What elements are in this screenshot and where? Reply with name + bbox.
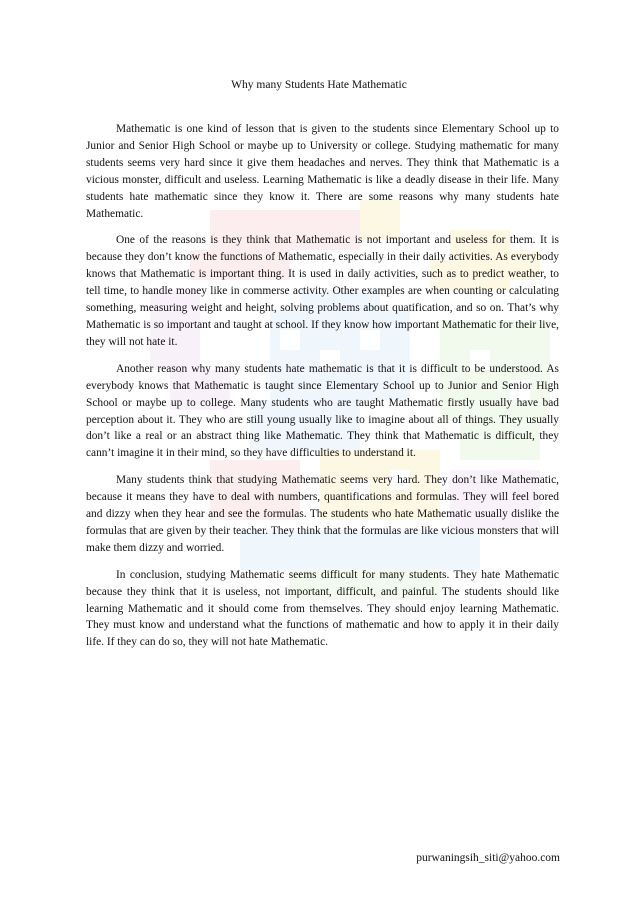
document-title: Why many Students Hate Mathematic bbox=[231, 79, 407, 91]
paragraph-4: Many students think that studying Mathematic seems very hard. They don’t like Mathematic, because it means they have to deal with numbers, quantifications and formulas. They will feel bored and dizzy when they hear and see the formulas. The students who hate Mathematic usually dislike the formulas that are given by their teacher. They think that the formulas are like vicious monsters that will make them dizzy and worried. bbox=[86, 474, 559, 554]
footer-email: purwaningsih_siti@yahoo.com bbox=[416, 852, 560, 864]
paragraph-1: Mathematic is one kind of lesson that is given to the students since Elementary School up to Junior and Senior High School or maybe up to University or college. Studying mathematic for many students seems very hard since it give them headaches and nerves. They think that Mathematic is a vicious monster, difficult and useless. Learning Mathematic is like a deadly disease in their life. Many students hate mathematic since they know it. There are some reasons why many students hate Mathematic. bbox=[86, 123, 559, 220]
paragraph-5: In conclusion, studying Mathematic seems difficult for many students. They hate Mathematic because they think that it is useless, not important, difficult, and painful. The students should like learning Mathematic and it should come from themselves. They should enjoy learning Mathematic. They must know and understand what the functions of mathematic and how to apply it in their daily life. If they can do so, they will not hate Mathematic. bbox=[86, 568, 559, 649]
paragraph-3: Another reason why many students hate mathematic is that it is difficult to be understood. As everybody knows that Mathematic is taught since Elementary School up to Junior and Senior High School or maybe up to college. Many students who are taught Mathematic firstly usually have bad perception about it. They who are still young usually like to imagine about all of things. They usually don’t like a real or an abstract thing like Mathematic. They think that Mathematic is difficult, they cann’t imagine it in their mind, so they have difficulties to understand it. bbox=[86, 362, 559, 460]
paragraph-2: One of the reasons is they think that Mathematic is not important and useless for them. It is because they don’t know the functions of Mathematic, especially in their daily activities. As everybody knows that Mathematic is important thing. It is used in daily activities, such as to predict weather, to tell time, to handle money like in commerse activity. Other examples are when counting or calculating something, measuring weight and height, solving problems about quatification, and so on. That’s why Mathematic is so important and taught at school. If they know how important Mathematic for their live, they will not hate it. bbox=[86, 234, 559, 348]
document-body bbox=[86, 121, 559, 661]
